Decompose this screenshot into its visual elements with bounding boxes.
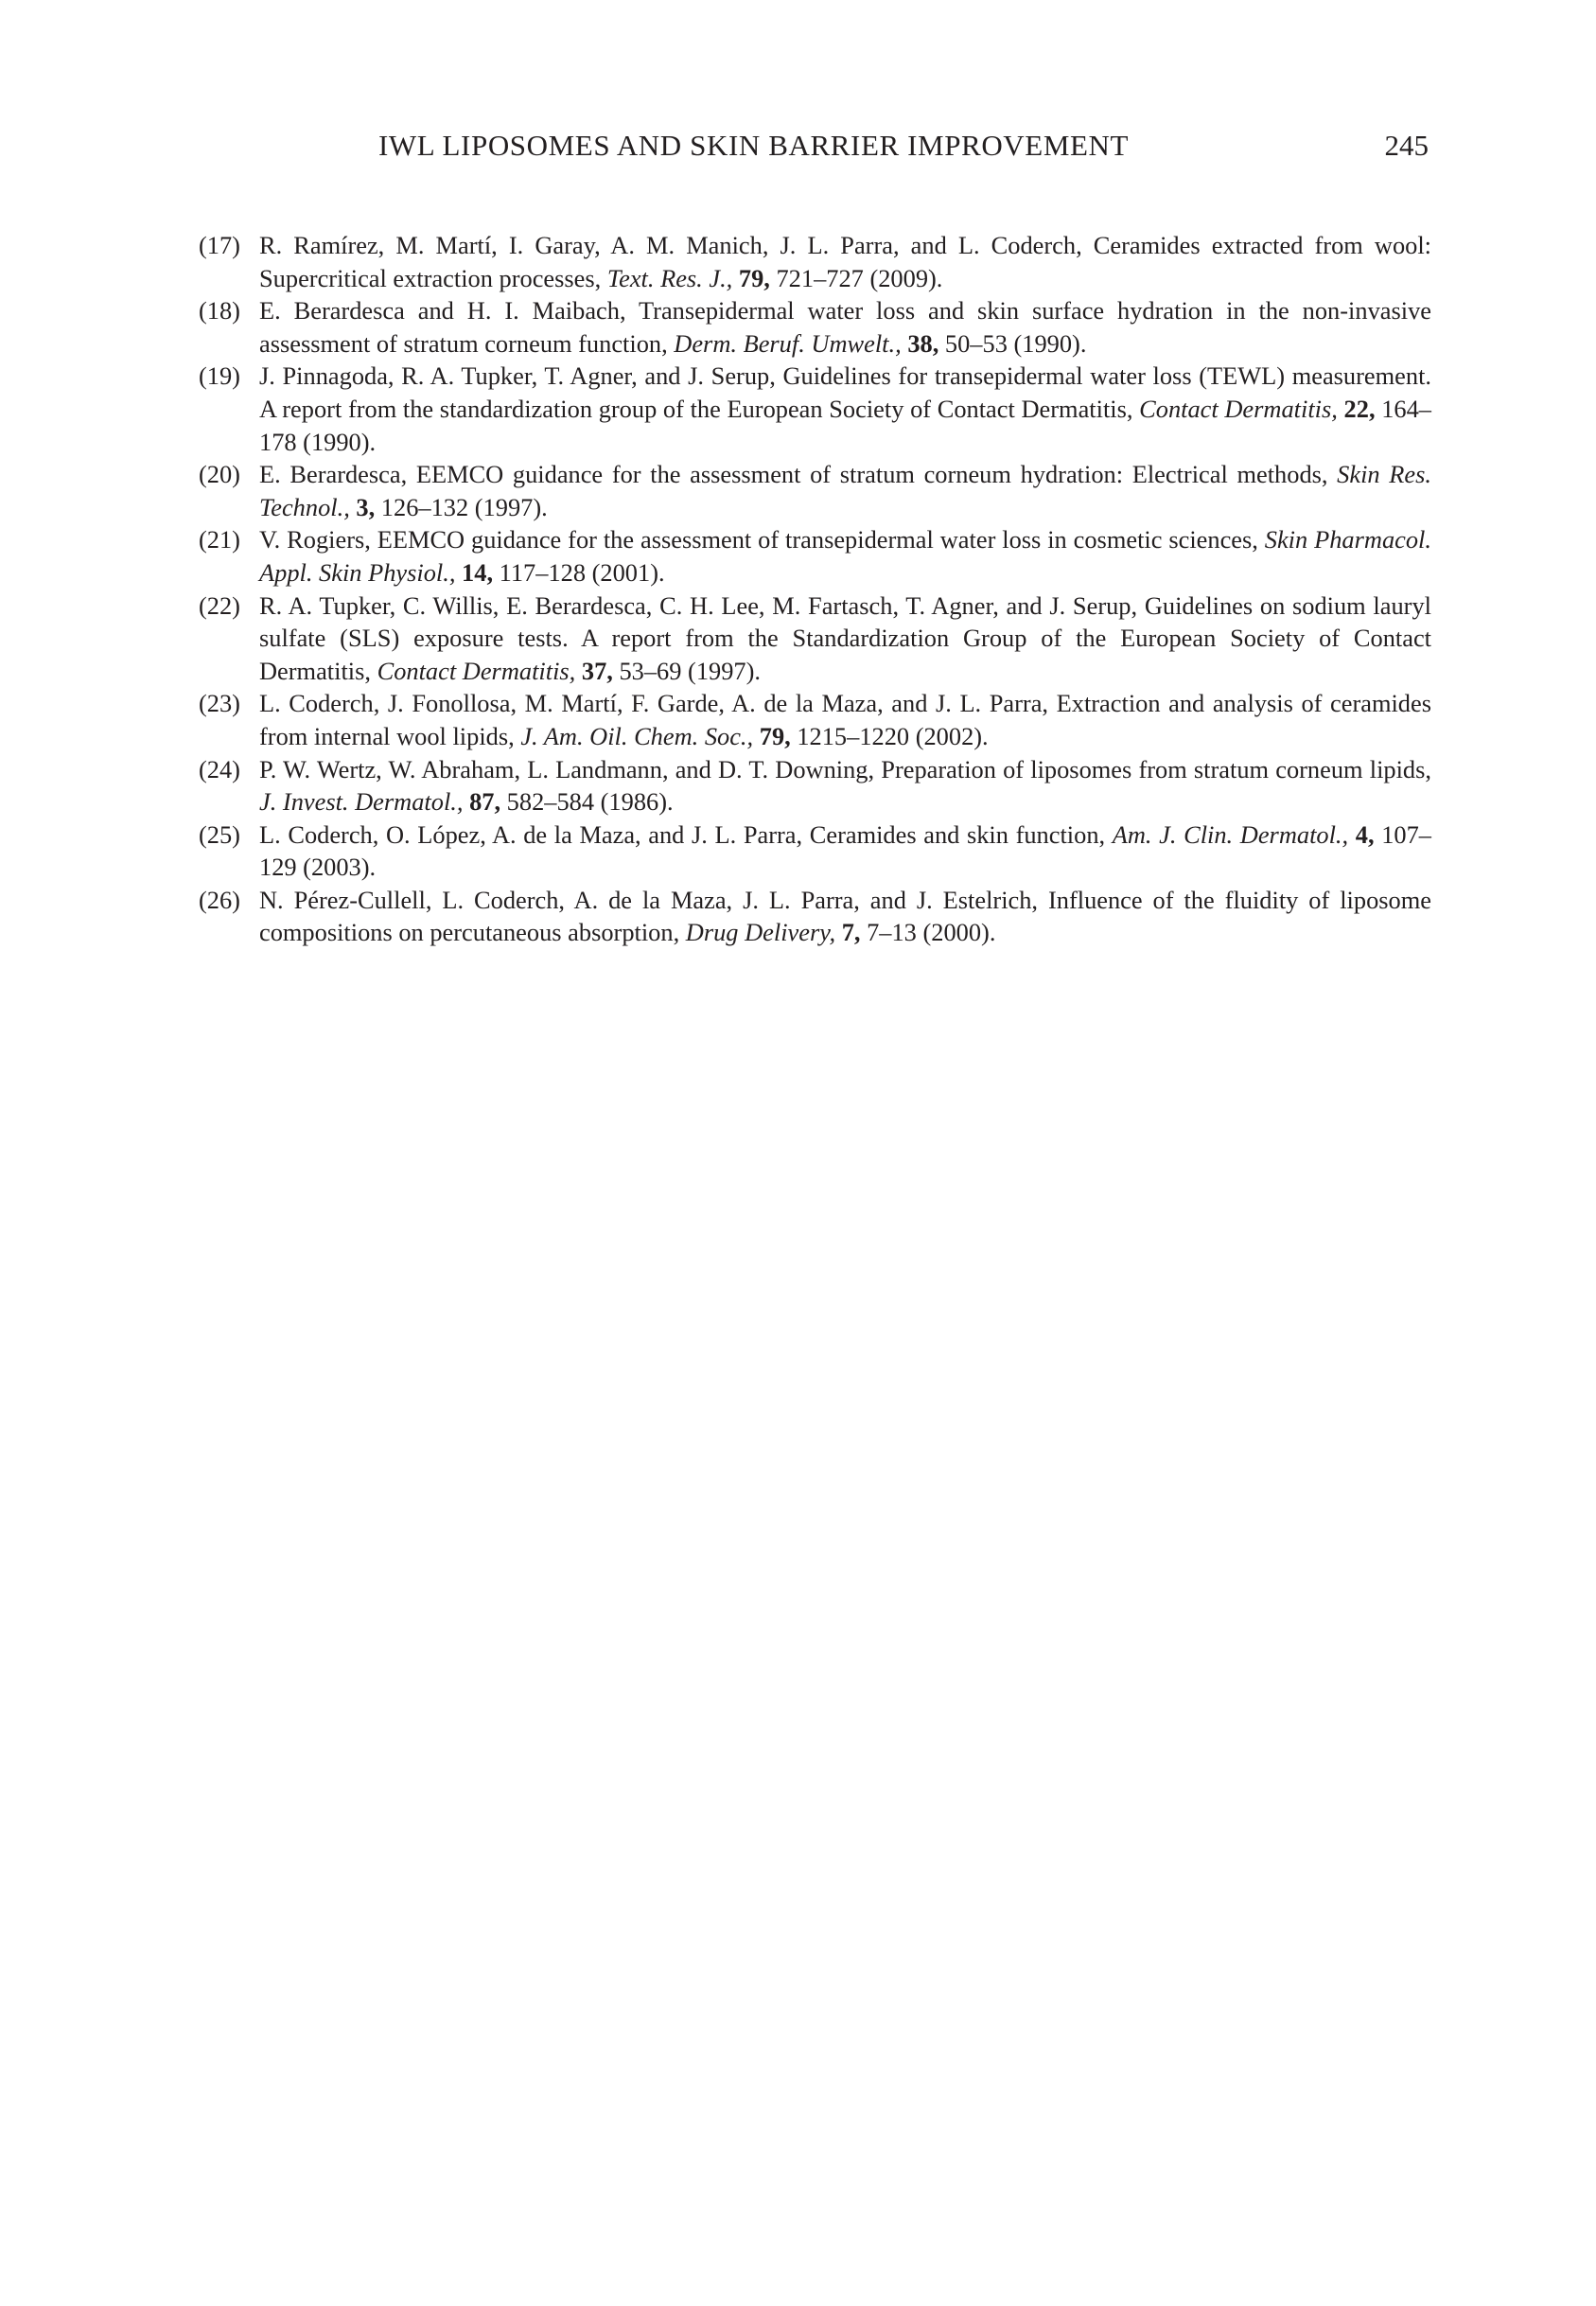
reference-pages-year: 7–13 (2000).	[860, 918, 996, 947]
reference-number: (17)	[199, 231, 240, 259]
journal-title: Skin Res. Technol.,	[259, 460, 1431, 521]
reference-item	[199, 523, 1431, 589]
reference-pages-year: 721–727 (2009).	[769, 263, 943, 292]
reference-item	[199, 229, 1431, 294]
journal-title: Derm. Beruf. Umwelt.,	[674, 328, 902, 358]
reference-item	[199, 819, 1431, 884]
journal-title: Drug Delivery,	[685, 918, 836, 947]
volume-number: 14,	[462, 557, 494, 587]
reference-text: E. Berardesca, EEMCO guidance for the assessment of stratum corneum hydration: Electrical methods,	[259, 460, 1338, 489]
journal-title: J. Invest. Dermatol.,	[259, 787, 464, 817]
reference-text: R. Ramírez, M. Martí, I. Garay, A. M. Manich, J. L. Parra, and L. Coderch, Ceramides extracted from wool: Supercritical extraction processes,	[259, 231, 1431, 292]
reference-pages-year: 107–129 (2003).	[259, 819, 1431, 882]
reference-text: L. Coderch, J. Fonollosa, M. Martí, F. Garde, A. de la Maza, and J. L. Parra, Extraction and analysis of ceramides from internal wool lipids,	[259, 689, 1431, 750]
journal-title: J. Am. Oil. Chem. Soc.,	[520, 721, 754, 750]
reference-pages-year: 117–128 (2001).	[493, 557, 665, 587]
reference-number: (19)	[199, 361, 240, 391]
volume-number: 3,	[356, 492, 376, 521]
reference-item	[199, 687, 1431, 752]
journal-title: Text. Res. J.,	[606, 263, 733, 292]
volume-number: 37,	[581, 656, 613, 685]
reference-item	[199, 458, 1431, 523]
reference-text: E. Berardesca and H. I. Maibach, Transepidermal water loss and skin surface hydration in the non-invasive assessment of stratum corneum function,	[259, 296, 1431, 358]
volume-number: 7,	[841, 918, 861, 947]
reference-text: N. Pérez-Cullell, L. Coderch, A. de la Maza, J. L. Parra, and J. Estelrich, Influence of the fluidity of liposome compositions on percutaneous absorption,	[259, 885, 1431, 947]
volume-number: 79,	[759, 721, 791, 750]
running-head	[378, 129, 1429, 167]
reference-number: (23)	[199, 689, 240, 718]
reference-item	[199, 590, 1431, 688]
reference-number: (21)	[199, 525, 240, 554]
reference-number: (24)	[199, 754, 240, 783]
journal-title: Skin Pharmacol. Appl. Skin Physiol.,	[259, 525, 1431, 587]
journal-title: Am. J. Clin. Dermatol.,	[1112, 819, 1349, 849]
journal-title: Contact Dermatitis,	[1139, 394, 1338, 423]
journal-title: Contact Dermatitis,	[377, 656, 576, 685]
volume-number: 38,	[907, 328, 939, 358]
reference-item	[199, 294, 1431, 360]
reference-text: V. Rogiers, EEMCO guidance for the assessment of transepidermal water loss in cosmetic sciences,	[259, 525, 1265, 554]
reference-text: R. A. Tupker, C. Willis, E. Berardesca, C. H. Lee, M. Fartasch, T. Agner, and J. Serup, Guidelines on sodium lauryl sulfate (SLS) exposure tests. A report from the Standardization Group of the European Society of Contact Dermatitis,	[259, 590, 1431, 685]
volume-number: 4,	[1355, 819, 1375, 849]
reference-number: (26)	[199, 885, 240, 914]
running-head-title: IWL LIPOSOMES AND SKIN BARRIER IMPROVEMENT	[378, 129, 1130, 162]
reference-text: P. W. Wertz, W. Abraham, L. Landmann, and D. T. Downing, Preparation of liposomes from stratum corneum lipids,	[259, 754, 1431, 783]
reference-pages-year: 53–69 (1997).	[612, 656, 762, 685]
reference-number: (20)	[199, 460, 240, 489]
page-number: 245	[1384, 129, 1429, 162]
reference-pages-year: 50–53 (1990).	[938, 328, 1087, 358]
volume-number: 87,	[469, 787, 501, 817]
reference-item	[199, 753, 1431, 819]
reference-pages-year: 1215–1220 (2002).	[790, 721, 989, 750]
reference-text: L. Coderch, O. López, A. de la Maza, and J. L. Parra, Ceramides and skin function,	[259, 819, 1113, 849]
reference-pages-year: 126–132 (1997).	[375, 492, 548, 521]
reference-number: (25)	[199, 819, 240, 849]
volume-number: 79,	[738, 263, 770, 292]
reference-number: (22)	[199, 590, 240, 620]
reference-list	[199, 229, 1431, 949]
reference-item	[199, 360, 1431, 458]
reference-pages-year: 582–584 (1986).	[500, 787, 674, 817]
reference-pages-year: 164–178 (1990).	[259, 394, 1431, 456]
reference-number: (18)	[199, 296, 240, 326]
volume-number: 22,	[1343, 394, 1376, 423]
reference-text: J. Pinnagoda, R. A. Tupker, T. Agner, and J. Serup, Guidelines for transepidermal water loss (TEWL) measurement. A report from the standardization group of the European Society of Contact Dermatitis,	[259, 361, 1431, 423]
reference-item	[199, 884, 1431, 949]
